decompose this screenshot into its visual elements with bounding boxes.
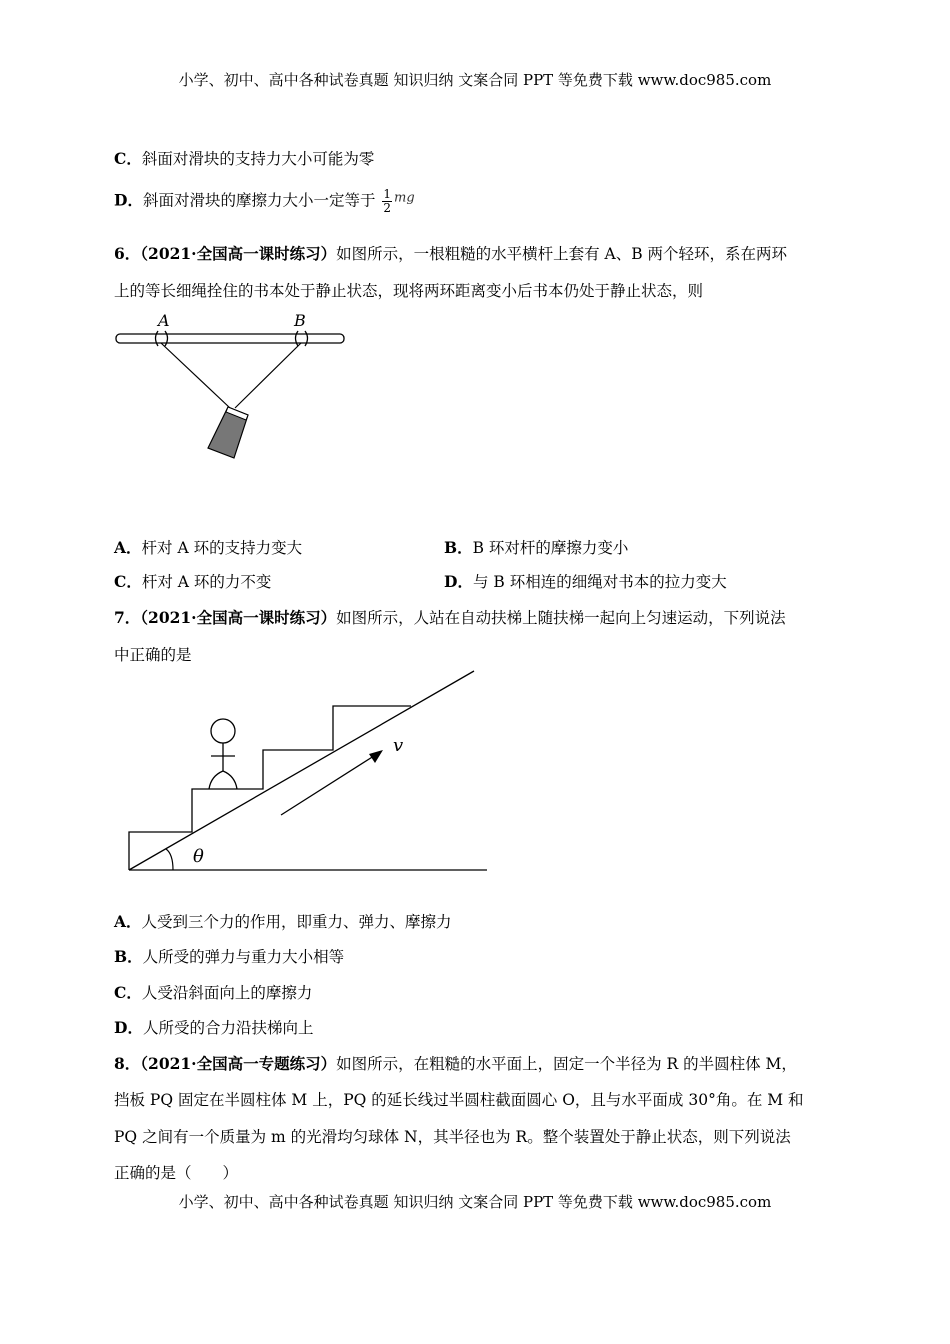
fraction-denominator: 2 xyxy=(383,201,392,215)
angle-arc xyxy=(166,849,173,870)
option-text: 人所受的弹力与重力大小相等 xyxy=(142,948,345,966)
q7-stem-line2: 中正确的是 xyxy=(114,646,192,664)
q6-option-b xyxy=(444,536,628,558)
question-number: 6． xyxy=(114,244,141,263)
person-legs xyxy=(209,771,237,789)
option-text: 人所受的合力沿扶梯向上 xyxy=(142,1019,314,1037)
q8-stem-line2: 挡板 PQ 固定在半圆柱体 M 上，PQ 的延长线过半圆柱截面圆心 O，且与水平面成 30°角。在 M 和 xyxy=(114,1091,804,1109)
option-text: 斜面对滑块的摩擦力大小一定等于 xyxy=(142,191,376,210)
question-source: （2021·全国高一课时练习） xyxy=(140,608,337,627)
escalator-incline xyxy=(129,671,474,870)
option-text: B 环对杆的摩擦力变小 xyxy=(472,539,629,557)
option-text: 人受沿斜面向上的摩擦力 xyxy=(141,984,313,1002)
rod xyxy=(116,334,344,343)
option-label: C． xyxy=(114,572,142,591)
label-a: A xyxy=(158,311,170,330)
option-text: 杆对 A 环的力不变 xyxy=(141,573,272,591)
option-text: 人受到三个力的作用，即重力、弹力、摩擦力 xyxy=(141,913,452,931)
string-a xyxy=(161,343,230,408)
q7-option-b xyxy=(114,945,344,967)
option-label: B． xyxy=(114,947,143,966)
option-label: D． xyxy=(444,572,473,591)
question-number: 7． xyxy=(114,608,141,627)
question-number: 8． xyxy=(114,1054,141,1073)
question-text: 如图所示，人站在自动扶梯上随扶梯一起向上匀速运动，下列说法 xyxy=(336,609,786,627)
label-theta: θ xyxy=(193,846,204,867)
question-text: 如图所示，在粗糙的水平面上，固定一个半径为 R 的半圆柱体 M， xyxy=(336,1055,797,1073)
fraction-numerator: 1 xyxy=(383,187,392,201)
q6-stem-line1 xyxy=(114,242,787,264)
option-text: 杆对 A 环的支持力变大 xyxy=(141,539,303,557)
option-label: A． xyxy=(114,912,142,931)
option-label: C． xyxy=(114,983,142,1002)
option-label: D． xyxy=(114,190,143,210)
question-text: 如图所示，一根粗糙的水平横杆上套有 A、B 两个轻环，系在两环 xyxy=(336,245,788,263)
fraction-tail: mg xyxy=(394,190,415,206)
question-source: （2021·全国高一专题练习） xyxy=(140,1054,337,1073)
q7-figure xyxy=(125,668,490,878)
q8-stem-line3: PQ 之间有一个质量为 m 的光滑均匀球体 N，其半径也为 R。整个装置处于静止状态，则下列说法 xyxy=(114,1128,791,1146)
person-head xyxy=(211,719,235,743)
q6-option-c xyxy=(114,570,271,592)
q6-stem-line2: 上的等长细绳拴住的书本处于静止状态，现将两环距离变小后书本仍处于静止状态，则 xyxy=(114,282,704,300)
option-text: 斜面对滑块的支持力大小可能为零 xyxy=(141,150,375,168)
fraction xyxy=(382,188,392,215)
q6-option-d xyxy=(444,570,727,592)
q5-option-d xyxy=(114,188,415,215)
q8-stem-line4: 正确的是（ ） xyxy=(114,1164,239,1182)
page-header: 小学、初中、高中各种试卷真题 知识归纳 文案合同 PPT 等免费下载 www.doc985.com xyxy=(178,71,772,89)
q6-figure xyxy=(110,305,350,470)
q7-option-c xyxy=(114,981,312,1003)
option-label: A． xyxy=(114,538,142,557)
label-b: B xyxy=(294,311,306,330)
label-v: v xyxy=(393,735,404,756)
page-footer: 小学、初中、高中各种试卷真题 知识归纳 文案合同 PPT 等免费下载 www.doc985.com xyxy=(178,1193,772,1211)
velocity-arrow xyxy=(281,754,377,815)
q5-option-c xyxy=(114,147,374,169)
q7-stem-line1 xyxy=(114,606,786,628)
option-label: C． xyxy=(114,149,142,168)
option-label: B． xyxy=(444,538,473,557)
option-label: D． xyxy=(114,1018,143,1037)
option-text: 与 B 环相连的细绳对书本的拉力变大 xyxy=(472,573,727,591)
string-b xyxy=(235,343,301,408)
question-source: （2021·全国高一课时练习） xyxy=(140,244,337,263)
q7-option-a xyxy=(114,910,452,932)
q8-stem-line1 xyxy=(114,1052,797,1074)
q7-option-d xyxy=(114,1016,313,1038)
q6-option-a xyxy=(114,536,302,558)
